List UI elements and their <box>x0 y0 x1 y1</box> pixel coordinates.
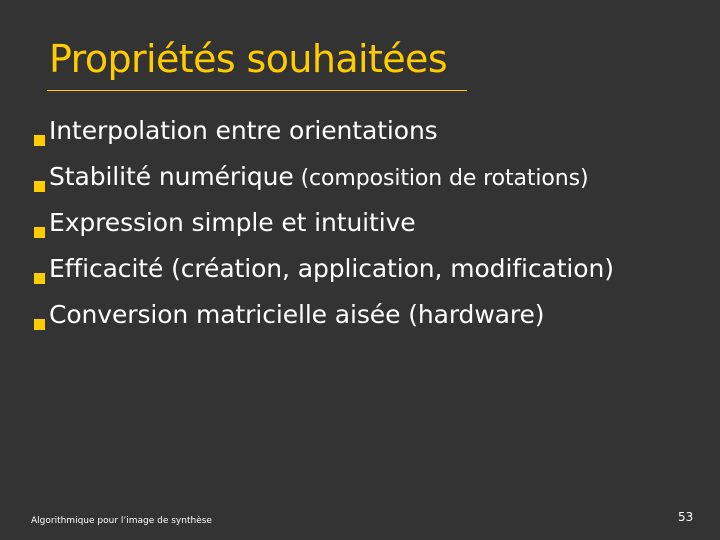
square-bullet-icon <box>34 181 45 192</box>
bullet-text: Stabilité numérique (composition de rotations) <box>49 162 589 191</box>
bullet-text: Interpolation entre orientations <box>49 116 438 145</box>
square-bullet-icon <box>34 319 45 330</box>
bullet-text: Expression simple et intuitive <box>49 208 416 237</box>
square-bullet-icon <box>34 135 45 146</box>
title-underline <box>47 90 467 91</box>
footer-course-title: Algorithmique pour l’image de synthèse <box>31 516 212 526</box>
slide-title: Propriétés souhaitées <box>49 37 448 81</box>
bullet-text: Conversion matricielle aisée (hardware) <box>49 300 545 329</box>
bullet-text: Efficacité (création, application, modification) <box>49 254 614 283</box>
square-bullet-icon <box>34 273 45 284</box>
page-number: 53 <box>678 510 694 524</box>
square-bullet-icon <box>34 227 45 238</box>
